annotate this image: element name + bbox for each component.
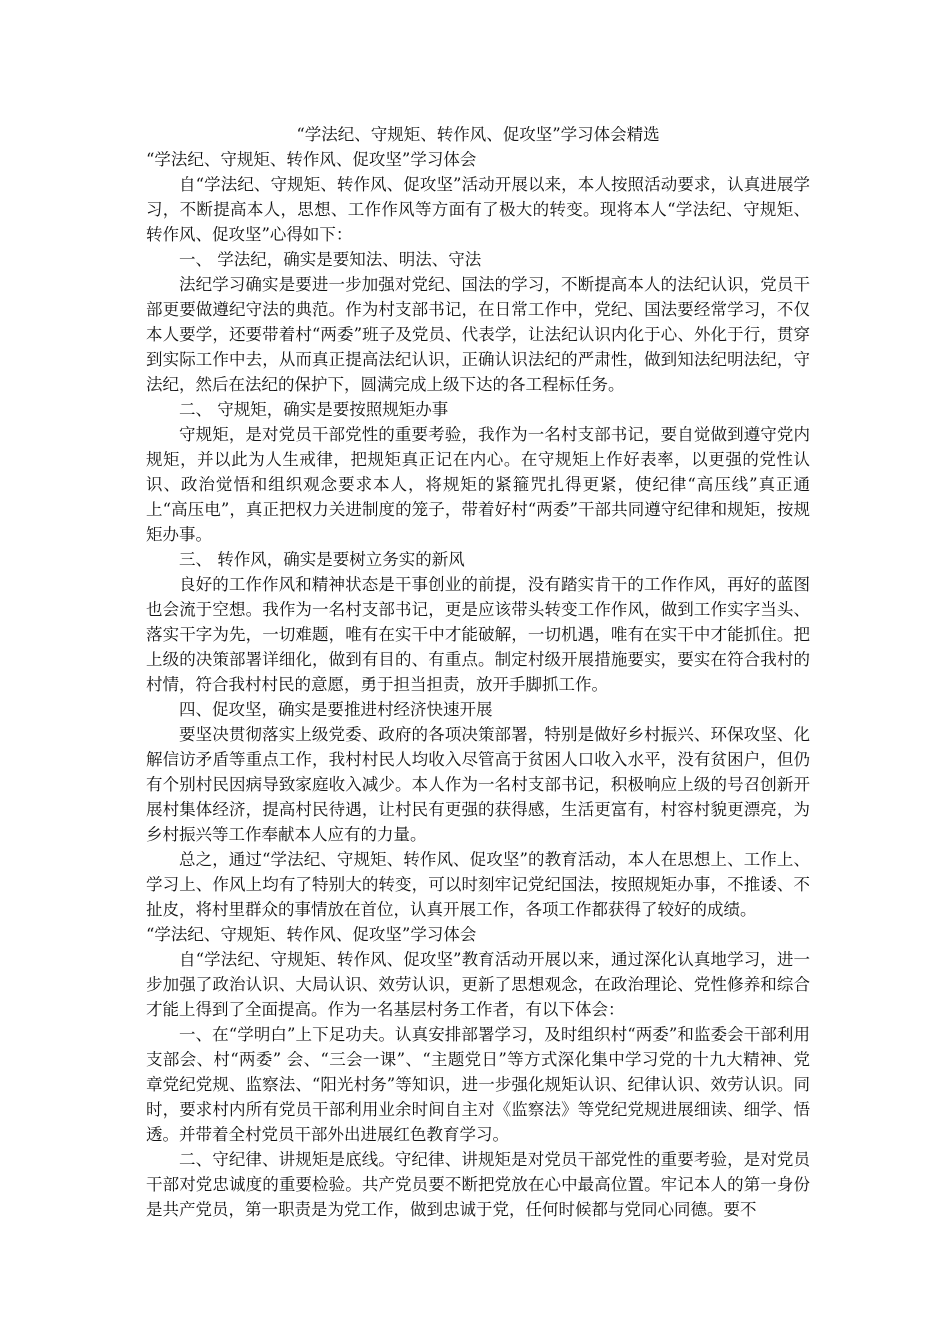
document-content <box>146 122 810 1222</box>
section-heading: 三、 转作风，确实是要树立务实的新风 <box>179 550 465 569</box>
paragraph: 自“学法纪、守规矩、转作风、促攻坚”教育活动开展以来，通过深化认真地学习，进一步加强了政治认识、大局认识、效劳认识，更新了思想观念，在政治理论、党性修养和综合才能上得到了全面提高。作为一名基层村务工作者，有以下体会： <box>146 950 810 1019</box>
paragraph: 要坚决贯彻落实上级党委、政府的各项决策部署，特别是做好乡村振兴、环保攻坚、化解信访矛盾等重点工作，我村村民人均收入尽管高于贫困人口收入水平，没有贫困户，但仍有个别村民因病导致家庭收入减少。本人作为一名村支部书记，积极响应上级的号召创新开展村集体经济，提高村民待遇，让村民有更强的获得感，生活更富有，村容村貌更漂亮，为乡村振兴等工作奉献本人应有的力量。 <box>146 725 810 844</box>
paragraph: 良好的工作作风和精神状态是干事创业的前提，没有踏实肯干的工作作风，再好的蓝图也会流于空想。我作为一名村支部书记，更是应该带头转变工作作风，做到工作实字当头、落实干字为先，一切难题，唯有在实干中才能破解，一切机遇，唯有在实干中才能抓住。把上级的决策部署详细化，做到有目的、有重点。制定村级开展措施要实，要实在符合我村的村情，符合我村村民的意愿，勇于担当担责，放开手脚抓工作。 <box>146 575 810 694</box>
paragraph: 二、守纪律、讲规矩是底线。守纪律、讲规矩是对党员干部党性的重要考验，是对党员干部对党忠诚度的重要检验。共产党员要不断把党放在心中最高位置。牢记本人的第一身份是共产党员，第一职责是为党工作，做到忠诚于党，任何时候都与党同心同德。要不 <box>146 1150 810 1219</box>
paragraph: 守规矩，是对党员干部党性的重要考验，我作为一名村支部书记，要自觉做到遵守党内规矩，并以此为人生戒律，把规矩真正记在内心。在守规矩上作好表率，以更强的党性认识、政治觉悟和组织观念要求本人，将规矩的紧箍咒扎得更紧，使纪律“高压线”真正通上“高压电”，真正把权力关进制度的笼子，带着好村“两委”干部共同遵守纪律和规矩，按规矩办事。 <box>146 425 810 544</box>
paragraph: 一、在“学明白”上下足功夫。认真安排部署学习，及时组织村“两委”和监委会干部利用支部会、村“两委” 会、“三会一课”、“主题党日”等方式深化集中学习党的十九大精神、党章党纪党规、监察法、“阳光村务”等知识，进一步强化规矩认识、纪律认识、效劳认识。同时，要求村内所有党员干部利用业余时间自主对《监察法》等党纪党规进展细读、细学、悟透。并带着全村党员干部外出进展红色教育学习。 <box>146 1025 810 1144</box>
paragraph: 法纪学习确实是要进一步加强对党纪、国法的学习，不断提高本人的法纪认识，党员干部更要做遵纪守法的典范。作为村支部书记，在日常工作中，党纪、国法要经常学习，不仅本人要学，还要带着村“两委”班子及党员、代表学，让法纪认识内化于心、外化于行，贯穿到实际工作中去，从而真正提高法纪认识，正确认识法纪的严肃性，做到知法纪明法纪，守法纪，然后在法纪的保护下，圆满完成上级下达的各工程标任务。 <box>146 275 810 394</box>
section-title: “学法纪、守规矩、转作风、促攻坚”学习体会 <box>146 150 477 169</box>
section-title: “学法纪、守规矩、转作风、促攻坚”学习体会 <box>146 925 477 944</box>
paragraph-list <box>146 147 810 1222</box>
section-heading: 二、 守规矩，确实是要按照规矩办事 <box>179 400 449 419</box>
section-heading: 一、 学法纪，确实是要知法、明法、守法 <box>179 250 482 269</box>
document-title: “学法纪、守规矩、转作风、促攻坚”学习体会精选 <box>296 125 660 144</box>
paragraph: 总之，通过“学法纪、守规矩、转作风、促攻坚”的教育活动，本人在思想上、工作上、学习上、作风上均有了特别大的转变，可以时刻牢记党纪国法，按照规矩办事，不推诿、不扯皮，将村里群众的事情放在首位，认真开展工作，各项工作都获得了较好的成绩。 <box>146 850 810 919</box>
paragraph: 自“学法纪、守规矩、转作风、促攻坚”活动开展以来，本人按照活动要求，认真进展学习，不断提高本人，思想、工作作风等方面有了极大的转变。现将本人“学法纪、守规矩、转作风、促攻坚”心得如下： <box>146 175 810 244</box>
section-heading: 四、促攻坚，确实是要推进村经济快速开展 <box>179 700 493 719</box>
